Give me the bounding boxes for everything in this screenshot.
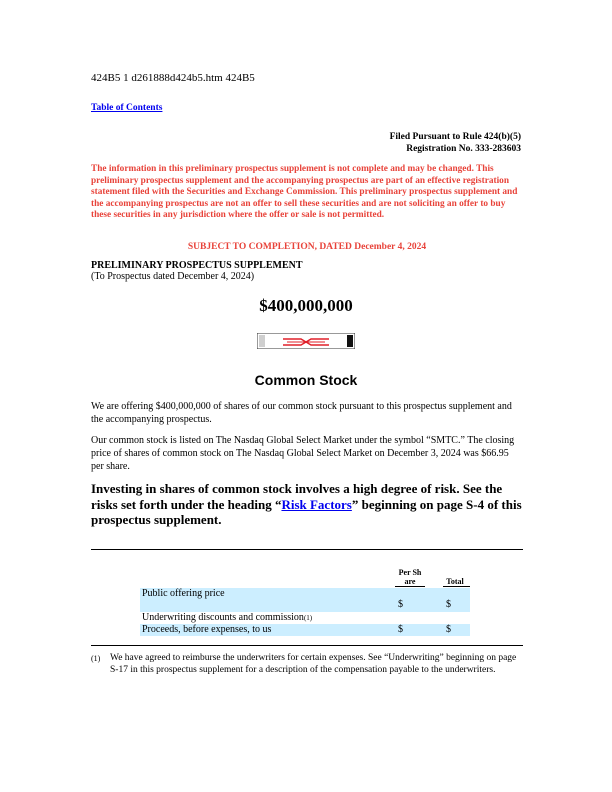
footnote-marker: (1): [91, 654, 101, 663]
divider: [91, 549, 523, 550]
risk-text-before: Investing in shares of common stock involves a high degree of risk. See the risks set forth under the heading “: [91, 481, 503, 512]
per-share-rule: [395, 586, 425, 587]
filing-info: [390, 131, 521, 155]
risk-statement: [91, 481, 523, 528]
footnote-text: We have agreed to reimburse the underwriters for certain expenses. See “Underwriting” beginning on page S-17 in this prospectus supplement for a description of the compensation payable to the underwriters.: [110, 653, 517, 675]
offering-amount: $400,000,000: [259, 296, 353, 315]
footnote-divider: [91, 645, 523, 646]
document-header: 424B5 1 d261888d424b5.htm 424B5: [91, 72, 255, 84]
per-share-value: $: [398, 624, 403, 635]
semtech-logo-icon: [257, 333, 355, 349]
table-row: [140, 612, 470, 624]
registration-number: Registration No. 333-283603: [406, 144, 521, 154]
table-of-contents-link[interactable]: Table of Contents: [91, 103, 163, 113]
table-row: [140, 624, 470, 636]
preliminary-notice: The information in this preliminary prospectus supplement is not complete and may be changed. This preliminary prospectus supplement and the accompanying prospectus are part of an effective registration statement filed with the Securities and Exchange Commission. This preliminary prospectus supplement and the accompanying prospectus are not an offer to sell these securities and are not soliciting an offer to buy these securities in any jurisdiction where the offer or sale is not permitted.: [91, 164, 518, 221]
risk-text-after: ” beginning on page S-4 of this prospectus supplement.: [91, 496, 522, 527]
company-logo: [257, 333, 355, 349]
footnote-ref: (1): [303, 614, 313, 622]
security-title: Common Stock: [254, 372, 358, 388]
filing-rule: Filed Pursuant to Rule 424(b)(5): [389, 132, 521, 142]
per-share-value: $: [398, 599, 403, 610]
row-label: Public offering price: [142, 588, 225, 599]
supplement-title: PRELIMINARY PROSPECTUS SUPPLEMENT: [91, 260, 303, 271]
row-label: Underwriting discounts and commission(1): [142, 612, 313, 623]
total-value: $: [446, 624, 451, 635]
listing-paragraph: Our common stock is listed on The Nasdaq Global Select Market under the symbol “SMTC.” The closing price of shares of common stock on The Nasdaq Global Select Market on December 3, 2024 was $66.95 per share.: [91, 435, 515, 472]
row-label: Proceeds, before expenses, to us: [142, 624, 272, 635]
risk-factors-link[interactable]: Risk Factors: [281, 496, 352, 512]
per-share-header: Per Sh are: [398, 568, 422, 586]
total-value: $: [446, 599, 451, 610]
offering-paragraph: We are offering $400,000,000 of shares of our common stock pursuant to this prospectus supplement and the accompanying prospectus.: [91, 401, 512, 425]
total-rule: [443, 586, 470, 587]
subject-to-completion: SUBJECT TO COMPLETION, DATED December 4, 2024: [187, 242, 427, 252]
table-row: [140, 588, 470, 612]
prospectus-date: (To Prospectus dated December 4, 2024): [91, 271, 255, 282]
total-header: Total: [446, 577, 464, 586]
